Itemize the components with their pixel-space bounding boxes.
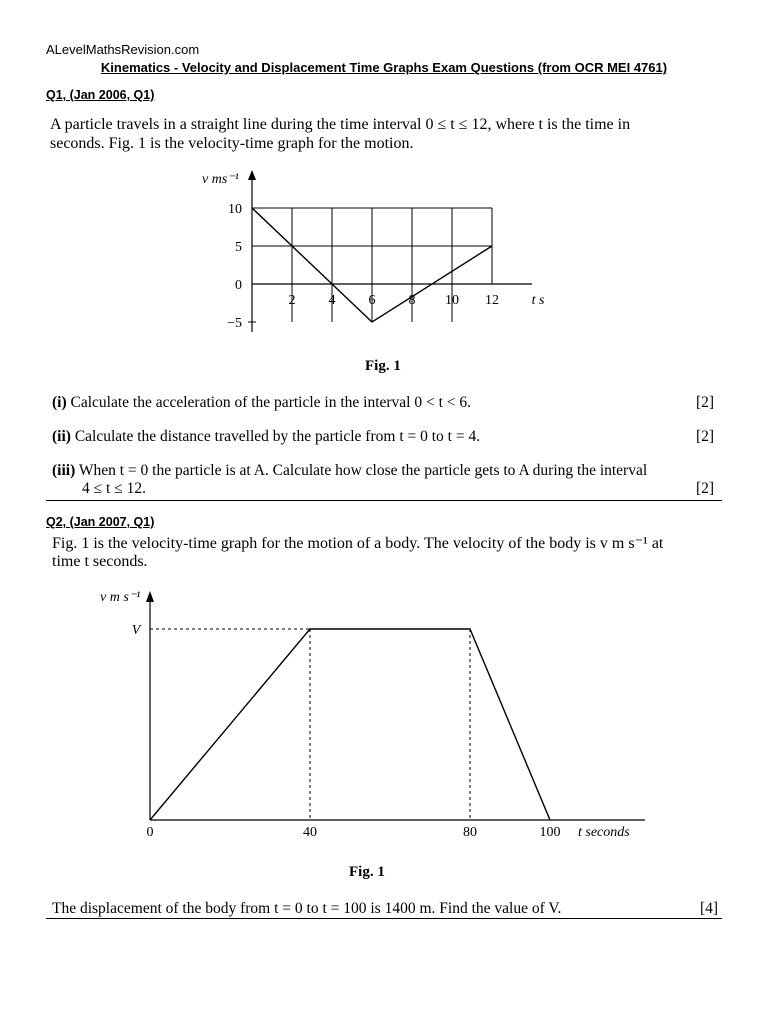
q2-series bbox=[150, 629, 550, 820]
q2-axes bbox=[146, 591, 645, 820]
q1-y-tick-label: 0 bbox=[235, 278, 242, 293]
q1-part-iii-text: When t = 0 the particle is at A. Calculate how close the particle gets to A during the interval bbox=[78, 462, 648, 479]
q1-x-axis-label: t s bbox=[531, 293, 545, 308]
q1-labels bbox=[202, 172, 545, 331]
q1-part-iii-label: (iii) bbox=[52, 462, 76, 479]
q1-y-tick-label: 5 bbox=[235, 240, 242, 255]
q1-part-ii-label: (ii) bbox=[52, 428, 71, 445]
q1-part-i bbox=[52, 394, 471, 411]
q1-x-tick-label: 6 bbox=[368, 293, 376, 308]
q1-part-ii-marks: [2] bbox=[696, 428, 715, 445]
q2-x-tick-label: 0 bbox=[146, 825, 154, 840]
q2-velocity-time-graph bbox=[90, 580, 660, 845]
q2-guides bbox=[150, 629, 470, 820]
q1-part-i-marks: [2] bbox=[696, 394, 715, 411]
q1-part-i-label: (i) bbox=[52, 394, 67, 411]
q2-labels bbox=[100, 590, 630, 840]
q1-x-tick-label: 4 bbox=[328, 293, 336, 308]
q1-part-i-text: Calculate the acceleration of the particle in the interval 0 < t < 6. bbox=[70, 394, 472, 411]
q1-velocity-time-graph bbox=[200, 160, 560, 350]
q2-y-axis-arrow bbox=[146, 591, 154, 602]
q1-part-iii-marks: [2] bbox=[696, 480, 715, 497]
q1-y-axis-label: v ms⁻¹ bbox=[202, 172, 239, 187]
q1-intro-line1: A particle travels in a straight line during the time interval 0 ≤ t ≤ 12, where t is the time in bbox=[50, 116, 631, 133]
q1-part-iii bbox=[52, 462, 647, 479]
q2-series-line bbox=[150, 629, 550, 820]
q1-x-tick-label: 10 bbox=[445, 293, 459, 308]
q2-x-axis-label: t seconds bbox=[578, 825, 630, 840]
q1-part-ii-text: Calculate the distance travelled by the particle from t = 0 to t = 4. bbox=[74, 428, 481, 445]
q1-y-axis-arrow bbox=[248, 170, 256, 180]
q2-heading: Q2, (Jan 2007, Q1) bbox=[46, 515, 155, 529]
q2-x-tick-label: 80 bbox=[463, 825, 477, 840]
q2-marks: [4] bbox=[700, 900, 719, 917]
q1-part-iii-text-cont: 4 ≤ t ≤ 12. bbox=[82, 480, 146, 497]
q2-question: The displacement of the body from t = 0 to t = 100 is 1400 m. Find the value of V. bbox=[52, 900, 562, 917]
q1-x-tick-label: 2 bbox=[288, 293, 296, 308]
q1-x-tick-label: 8 bbox=[408, 293, 416, 308]
q1-y-tick-label: 10 bbox=[228, 202, 242, 217]
q2-figure-caption: Fig. 1 bbox=[349, 864, 385, 880]
q1-x-tick-label: 12 bbox=[485, 293, 499, 308]
document-title: Kinematics - Velocity and Displacement Time Graphs Exam Questions (from OCR MEI 4761) bbox=[100, 60, 668, 75]
q2-y-axis-label: v m s⁻¹ bbox=[100, 590, 141, 605]
section-divider bbox=[46, 500, 722, 501]
site-name: ALevelMathsRevision.com bbox=[46, 42, 200, 57]
q1-figure-caption: Fig. 1 bbox=[365, 358, 401, 374]
q2-x-tick-label: 40 bbox=[303, 825, 317, 840]
q1-intro-line2: seconds. Fig. 1 is the velocity-time graph for the motion. bbox=[50, 135, 414, 152]
q1-y-tick-label: −5 bbox=[227, 316, 242, 331]
q2-intro-line1: Fig. 1 is the velocity-time graph for the motion of a body. The velocity of the body is v m s⁻¹ at bbox=[52, 535, 664, 552]
q1-part-ii bbox=[52, 428, 480, 445]
q2-intro-line2: time t seconds. bbox=[52, 553, 148, 570]
q2-y-tick-label: V bbox=[131, 623, 141, 638]
q2-x-tick-label: 100 bbox=[539, 825, 561, 840]
q1-heading: Q1, (Jan 2006, Q1) bbox=[46, 88, 155, 102]
bottom-rule bbox=[46, 918, 722, 919]
